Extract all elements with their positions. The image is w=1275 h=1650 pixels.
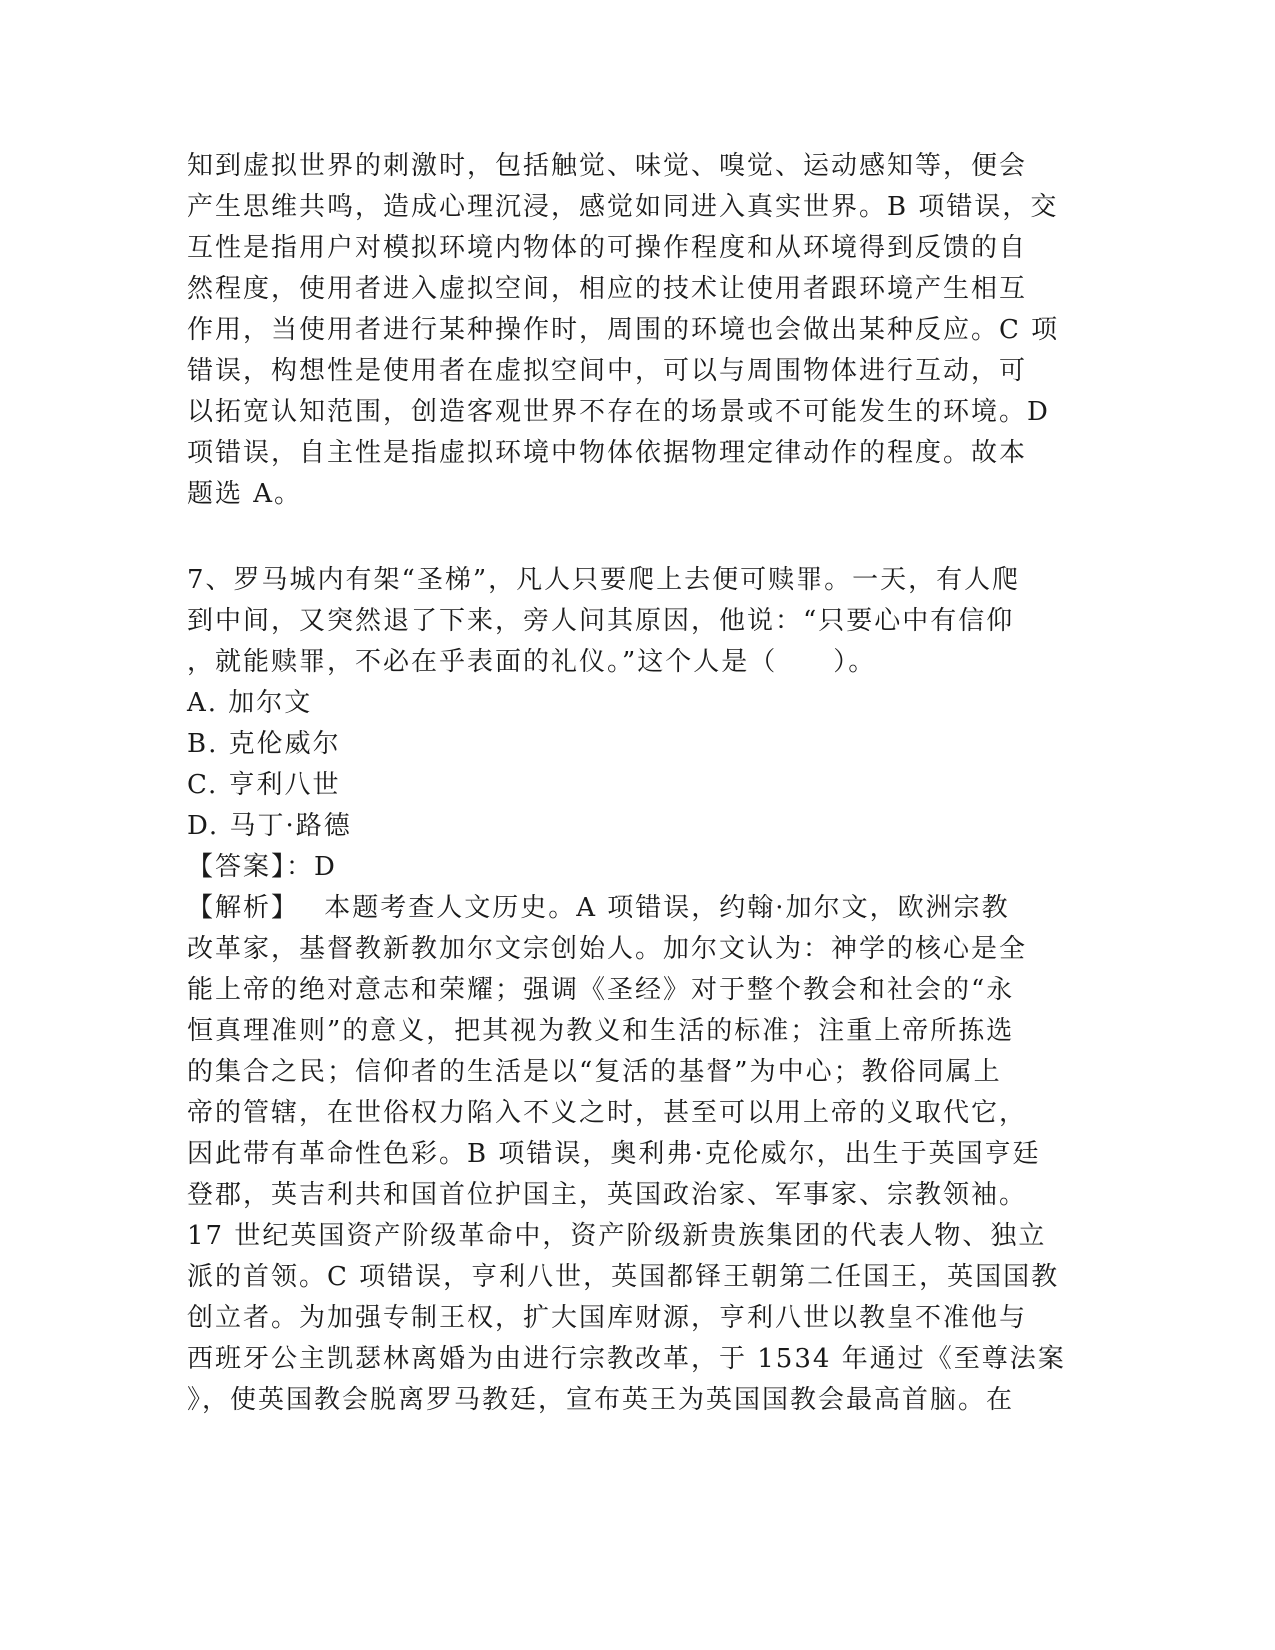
question-stem-line: 到中间，又突然退了下来，旁人问其原因，他说：“只要心中有信仰 [187, 606, 1015, 636]
analysis-line: 派的首领。C 项错误，亨利八世，英国都铎王朝第二任国王，英国国教 [187, 1262, 1060, 1292]
text-line: 错误，构想性是使用者在虚拟空间中，可以与周围物体进行互动，可 [187, 356, 1028, 386]
option-a: A. 加尔文 [187, 688, 313, 718]
analysis-line: 西班牙公主凯瑟林离婚为由进行宗教改革，于 1534 年通过《至尊法案 [187, 1344, 1066, 1374]
text-line: 作用，当使用者进行某种操作时，周围的环境也会做出某种反应。C 项 [187, 315, 1060, 345]
question-stem-line: ，就能赎罪，不必在乎表面的礼仪。”这个人是（ ）。 [187, 647, 877, 677]
analysis-line: 帝的管辖，在世俗权力陷入不义之时，甚至可以用上帝的义取代它， [187, 1098, 1028, 1128]
analysis-line: 17 世纪英国资产阶级革命中，资产阶级新贵族集团的代表人物、独立 [187, 1221, 1047, 1251]
text-line: 项错误，自主性是指虚拟环境中物体依据物理定律动作的程度。故本 [187, 438, 1028, 468]
previous-explanation-paragraph [187, 146, 1087, 515]
option-d: D. 马丁·路德 [187, 811, 352, 841]
analysis-line: 因此带有革命性色彩。B 项错误，奥利弗·克伦威尔，出生于英国亨廷 [187, 1139, 1041, 1169]
answer-line: 【答案】：D [187, 852, 337, 882]
text-line: 产生思维共鸣，造成心理沉浸，感觉如同进入真实世界。B 项错误，交 [187, 192, 1059, 222]
answer-options [187, 683, 1087, 847]
analysis-line: 的集合之民；信仰者的生活是以“复活的基督”为中心；教俗同属上 [187, 1057, 1002, 1087]
analysis-line: 登郡，英吉利共和国首位护国主，英国政治家、军事家、宗教领袖。 [187, 1180, 1028, 1210]
analysis-line: 创立者。为加强专制王权，扩大国库财源，亨利八世以教皇不准他与 [187, 1303, 1028, 1333]
text-line: 知到虚拟世界的刺激时，包括触觉、味觉、嗅觉、运动感知等，便会 [187, 151, 1028, 181]
analysis-line: 》，使英国教会脱离罗马教廷，宣布英王为英国国教会最高首脑。在 [187, 1385, 1015, 1415]
analysis-line: 改革家，基督教新教加尔文宗创始人。加尔文认为：神学的核心是全 [187, 934, 1028, 964]
question-stem [187, 560, 1087, 683]
question-7 [187, 560, 1087, 1421]
question-stem-line: 7、罗马城内有架“圣梯”，凡人只要爬上去便可赎罪。一天，有人爬 [187, 565, 1021, 595]
text-line: 互性是指用户对模拟环境内物体的可操作程度和从环境得到反馈的自 [187, 233, 1028, 263]
option-c: C. 亨利八世 [187, 770, 341, 800]
analysis-line: 能上帝的绝对意志和荣耀；强调《圣经》对于整个教会和社会的“永 [187, 975, 1015, 1005]
text-line: 以拓宽认知范围，创造客观世界不存在的场景或不可能发生的环境。D [187, 397, 1050, 427]
option-b: B. 克伦威尔 [187, 729, 341, 759]
analysis-paragraph [187, 888, 1087, 1421]
text-line: 题选 A。 [187, 479, 303, 509]
text-line: 然程度，使用者进入虚拟空间，相应的技术让使用者跟环境产生相互 [187, 274, 1028, 304]
analysis-line: 恒真理准则”的意义，把其视为教义和生活的标准；注重上帝所拣选 [187, 1016, 1015, 1046]
analysis-line: 【解析】 本题考查人文历史。A 项错误，约翰·加尔文，欧洲宗教 [187, 893, 1010, 923]
